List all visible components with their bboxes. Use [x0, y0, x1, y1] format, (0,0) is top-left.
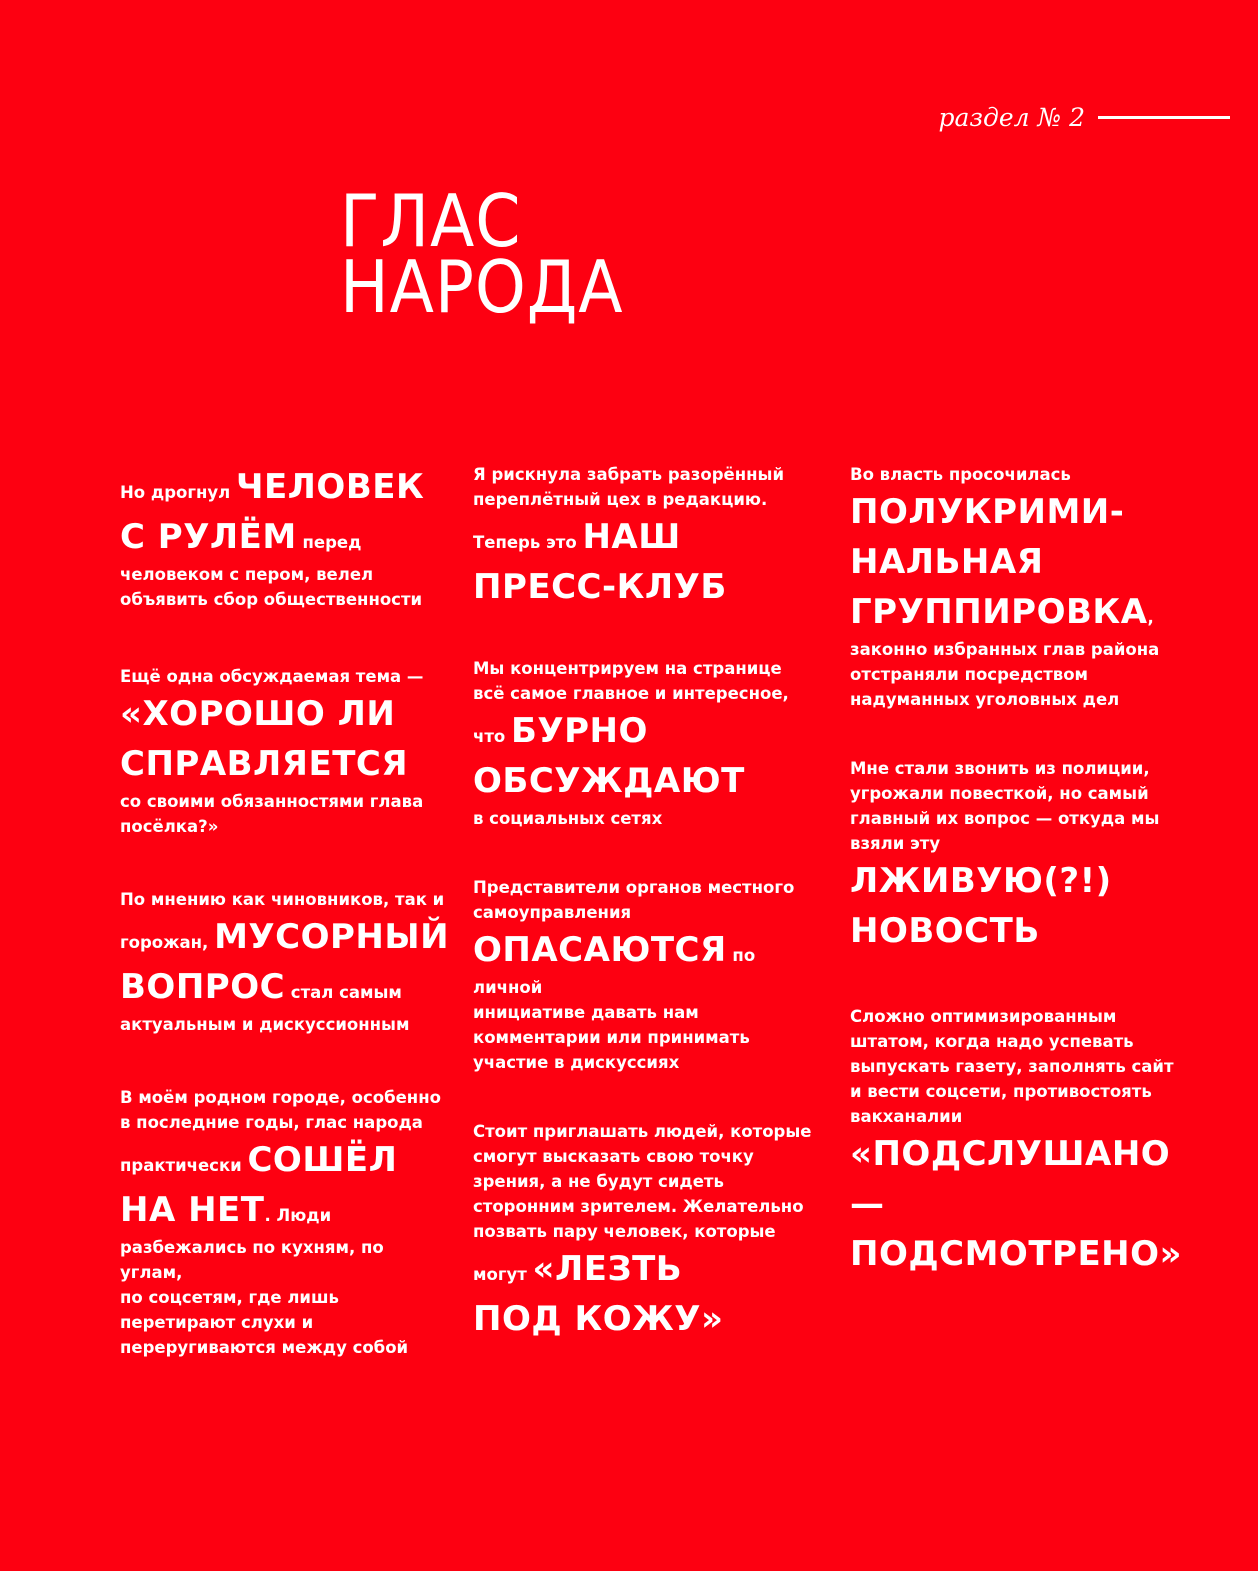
quote-highlight: ЧЕЛОВЕК С РУЛЁМ — [120, 467, 425, 557]
quote-text: Мы концентрируем на странице всё самое главное и интересное, что — [473, 659, 789, 746]
quote — [473, 1119, 813, 1344]
quote-text: Стоит приглашать людей, которые смогут высказать свою точку зрения, а не будут сидеть сторонним зрителем. Желательно позвать пару человек, которые могут — [473, 1122, 812, 1284]
quote-text: Представители органов местного самоуправления — [473, 878, 795, 922]
section-label: раздел № 2 — [938, 103, 1085, 132]
section-rule — [1098, 116, 1230, 119]
quote-text: со своими обязанностями глава посёлка?» — [120, 792, 424, 836]
quote — [850, 1004, 1210, 1279]
quote-highlight: «ПОДСЛУШАНО — ПОДСМОТРЕНО» — [850, 1134, 1182, 1274]
quote-highlight: СОШЁЛ НА НЕТ — [120, 1140, 398, 1230]
quote-column-3 — [850, 462, 1210, 1279]
quote — [473, 875, 813, 1075]
quote — [473, 462, 813, 612]
quote — [120, 887, 450, 1037]
quote-text: по личной инициативе давать нам комментарии или принимать участие в дискуссиях — [473, 946, 756, 1072]
quote-text: Сложно оптимизированным штатом, когда надо успевать выпускать газету, заполнять сайт и вести соцсети, противостоять вакханалии — [850, 1007, 1174, 1126]
quote-text: По мнению как чиновников, так и горожан, — [120, 890, 445, 952]
quote-highlight: ЛЖИВУЮ(?!) НОВОСТЬ — [850, 861, 1112, 951]
quote-highlight: МУСОРНЫЙ ВОПРОС — [120, 917, 450, 1007]
quote-text: Но дрогнул — [120, 483, 236, 502]
quote — [473, 656, 813, 831]
section-tag — [930, 98, 1230, 138]
quote-highlight: БУРНО ОБСУЖДАЮТ — [473, 711, 745, 801]
quote-text: Мне стали звонить из полиции, угрожали повесткой, но самый главный их вопрос — откуда мы взяли эту — [850, 759, 1160, 853]
quote-text: Я рискнула забрать разорённый переплётный цех в редакцию. Теперь это — [473, 465, 785, 552]
quote-text: Во власть просочилась — [850, 465, 1071, 484]
quote-highlight: «ЛЕЗТЬ ПОД КОЖУ» — [473, 1249, 724, 1339]
quote-highlight: ПОЛУКРИМИ- НАЛЬНАЯ ГРУППИРОВКА — [850, 492, 1148, 632]
page-title — [340, 179, 624, 329]
quote-column-2 — [473, 462, 813, 1344]
quote-text: перед человеком с пером, велел объявить сбор общественности — [120, 533, 423, 609]
quote — [120, 462, 450, 612]
quote-text: Ещё одна обсуждаемая тема — — [120, 667, 424, 686]
quote-highlight: ОПАСАЮТСЯ — [473, 930, 727, 970]
quote-column-1 — [120, 462, 450, 1360]
quote — [120, 1085, 450, 1360]
title-line-1: ГЛАС — [340, 179, 522, 263]
quote — [850, 462, 1210, 712]
quote-highlight: «ХОРОШО ЛИ СПРАВЛЯЕТСЯ — [120, 694, 409, 784]
quote-text: стал самым актуальным и дискуссионным — [120, 983, 410, 1034]
quote-text: в социальных сетях — [473, 809, 663, 828]
quote — [120, 664, 450, 839]
quote — [850, 756, 1210, 956]
title-line-2: НАРОДА — [340, 245, 624, 329]
quote-highlight: НАШ ПРЕСС-КЛУБ — [473, 517, 727, 607]
quote-text: . Люди разбежались по кухням, по углам, по соцсетям, где лишь перетирают слухи и переругиваются между собой — [120, 1206, 409, 1357]
quote-text: В моём родном городе, особенно в последние годы, глас народа практически — [120, 1088, 441, 1175]
quote-text: , законно избранных глав района отстраняли посредством надуманных уголовных дел — [850, 608, 1160, 709]
